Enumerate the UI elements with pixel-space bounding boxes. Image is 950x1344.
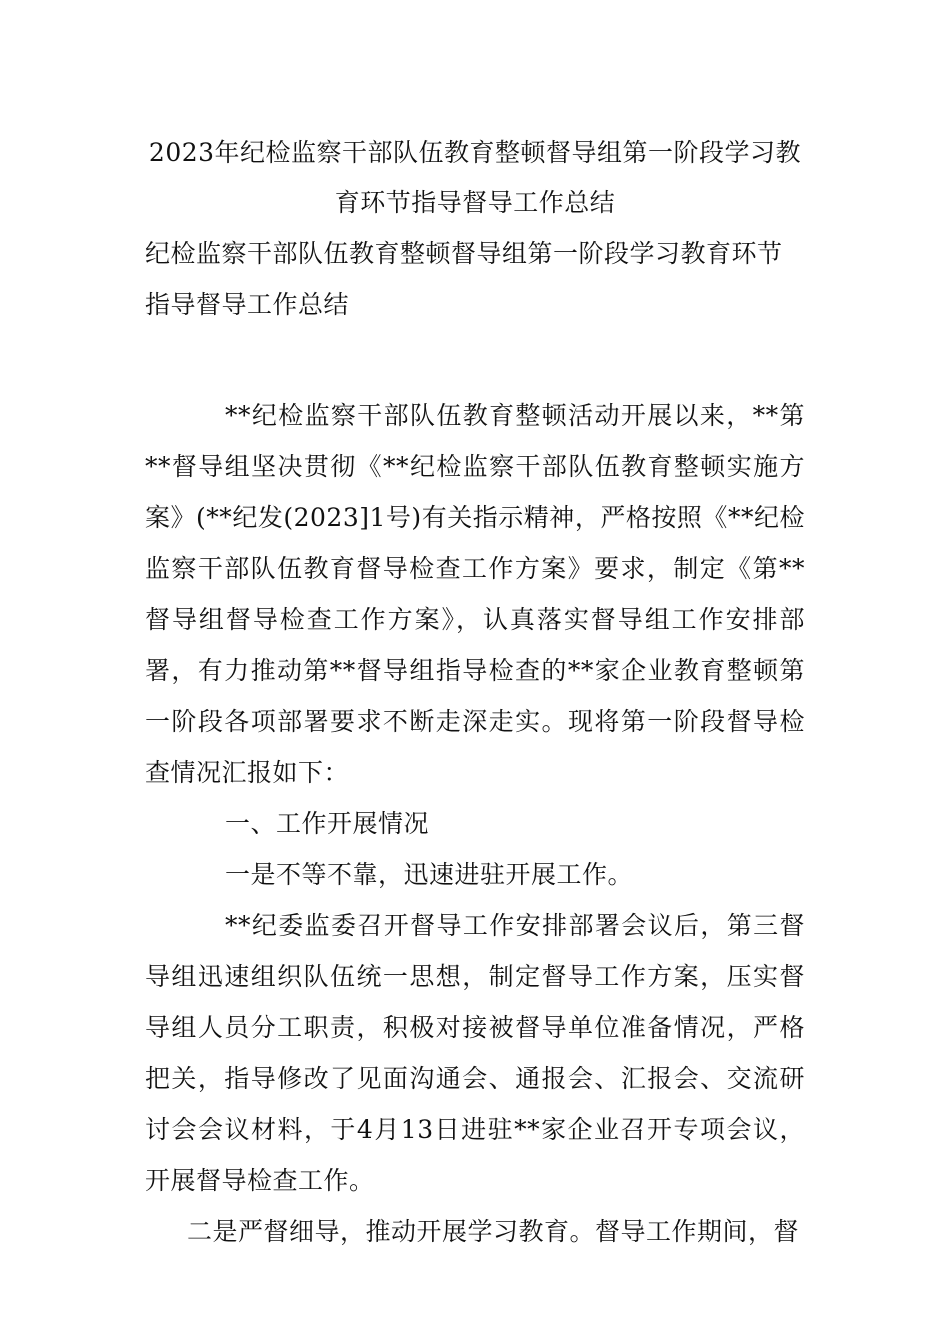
body-paragraph-continued: 二是严督细导，推动开展学习教育。督导工作期间，督 xyxy=(187,1217,800,1246)
spacer xyxy=(145,330,805,390)
document-subtitle: 纪检监察干部队伍教育整顿督导组第一阶段学习教育环节指导督导工作总结 xyxy=(145,239,783,319)
document-title: 2023年纪检监察干部队伍教育整顿督导组第一阶段学习教育环节指导督导工作总结 xyxy=(148,138,802,217)
section-heading: 一、工作开展情况 xyxy=(225,809,430,838)
point-heading: 一是不等不靠，迅速进驻开展工作。 xyxy=(225,860,634,889)
body-paragraph: **纪委监委召开督导工作安排部署会议后，第三督导组迅速组织队伍统一思想，制定督导工作方案，压实督导组人员分工职责，积极对接被督导单位准备情况，严格把关，指导修改了见面沟通会、通报会、汇报会、交流研讨会会议材料，于4月13日进驻**家企业召开专项会议，开展督导检查工作。 xyxy=(145,911,805,1195)
intro-paragraph: **纪检监察干部队伍教育整顿活动开展以来，**第**督导组坚决贯彻《**纪检监察干部队伍教育整顿实施方案》(**纪发(2023]1号)有关指示精神，严格按照《**纪检监察干部队伍教育督导检查工作方案》要求，制定《第**督导组督导检查工作方案》，认真落实督导组工作安排部署，有力推动第**督导组指导检查的**家企业教育整顿第一阶段各项部署要求不断走深走实。现将第一阶段督导检查情况汇报如下： xyxy=(145,401,805,787)
